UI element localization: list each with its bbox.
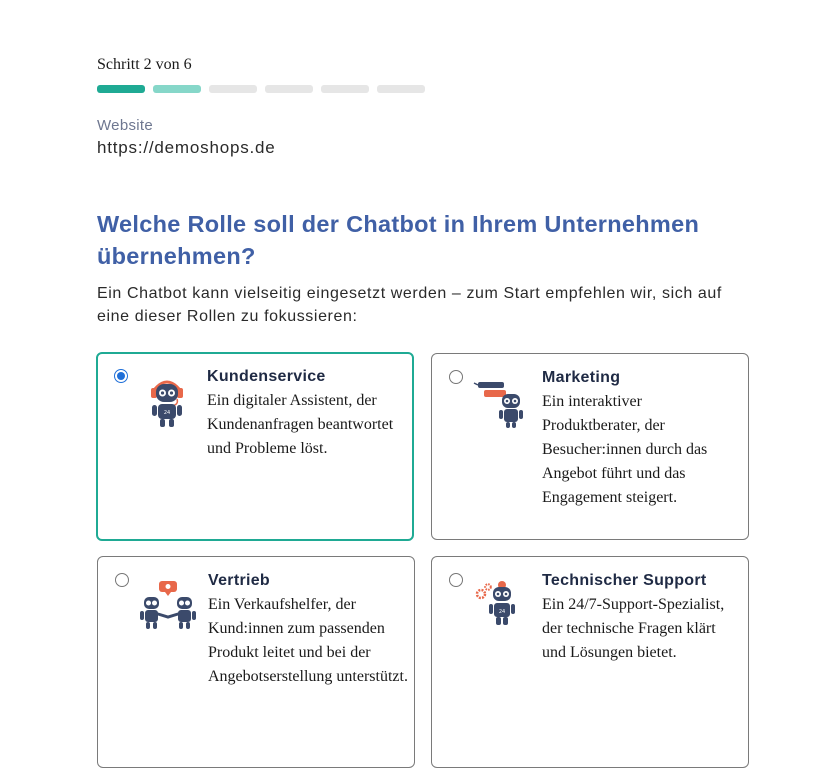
- step-indicator: Schritt 2 von 6: [97, 56, 192, 73]
- progress-segment-3: [209, 85, 257, 93]
- option-title: Technischer Support: [542, 572, 707, 589]
- question-title: Welche Rolle soll der Chatbot in Ihrem Unternehmen übernehmen?: [97, 211, 700, 269]
- progress-segment-5: [321, 85, 369, 93]
- svg-text:24: 24: [498, 609, 506, 615]
- radio-vertrieb[interactable]: [115, 573, 129, 587]
- option-title: Vertrieb: [208, 572, 270, 589]
- progress-segment-4: [265, 85, 313, 93]
- progress-bar: [97, 85, 425, 93]
- option-title: Kundenservice: [207, 368, 326, 385]
- progress-segment-6: [377, 85, 425, 93]
- option-card-marketing[interactable]: [431, 353, 749, 540]
- option-description: Ein Verkaufshelfer, der Kund:innen zum passenden Produkt leitet und bei der Angebotserstellung unterstützt.: [208, 596, 408, 685]
- option-card-kundenservice[interactable]: [96, 352, 414, 541]
- option-description: Ein interaktiver Produktberater, der Besucher:innen durch das Angebot führt und das Engagement steigert.: [542, 393, 708, 506]
- option-title: Marketing: [542, 369, 621, 386]
- radio-technischer-support[interactable]: [449, 573, 463, 587]
- option-description: Ein digitaler Assistent, der Kundenanfragen beantwortet und Probleme löst.: [207, 392, 394, 457]
- radio-kundenservice[interactable]: [114, 369, 128, 383]
- option-description: Ein 24/7-Support-Spezialist, der technische Fragen klärt und Lösungen bietet.: [542, 596, 725, 661]
- website-value: https://demoshops.de: [97, 138, 276, 157]
- progress-segment-1: [97, 85, 145, 93]
- question-subtitle: Ein Chatbot kann vielseitig eingesetzt werden – zum Start empfehlen wir, sich auf eine dieser Rollen zu fokussieren:: [97, 285, 722, 325]
- robot-megaphone-icon: [472, 374, 532, 434]
- svg-text:24: 24: [163, 410, 171, 416]
- robot-headset-icon: [137, 373, 197, 433]
- robot-gears-icon: [472, 577, 532, 637]
- option-card-vertrieb[interactable]: [97, 556, 415, 768]
- website-label: Website: [97, 117, 154, 134]
- option-card-technischer-support[interactable]: [431, 556, 749, 768]
- radio-marketing[interactable]: [449, 370, 463, 384]
- robots-handshake-icon: [138, 577, 198, 637]
- progress-segment-2: [153, 85, 201, 93]
